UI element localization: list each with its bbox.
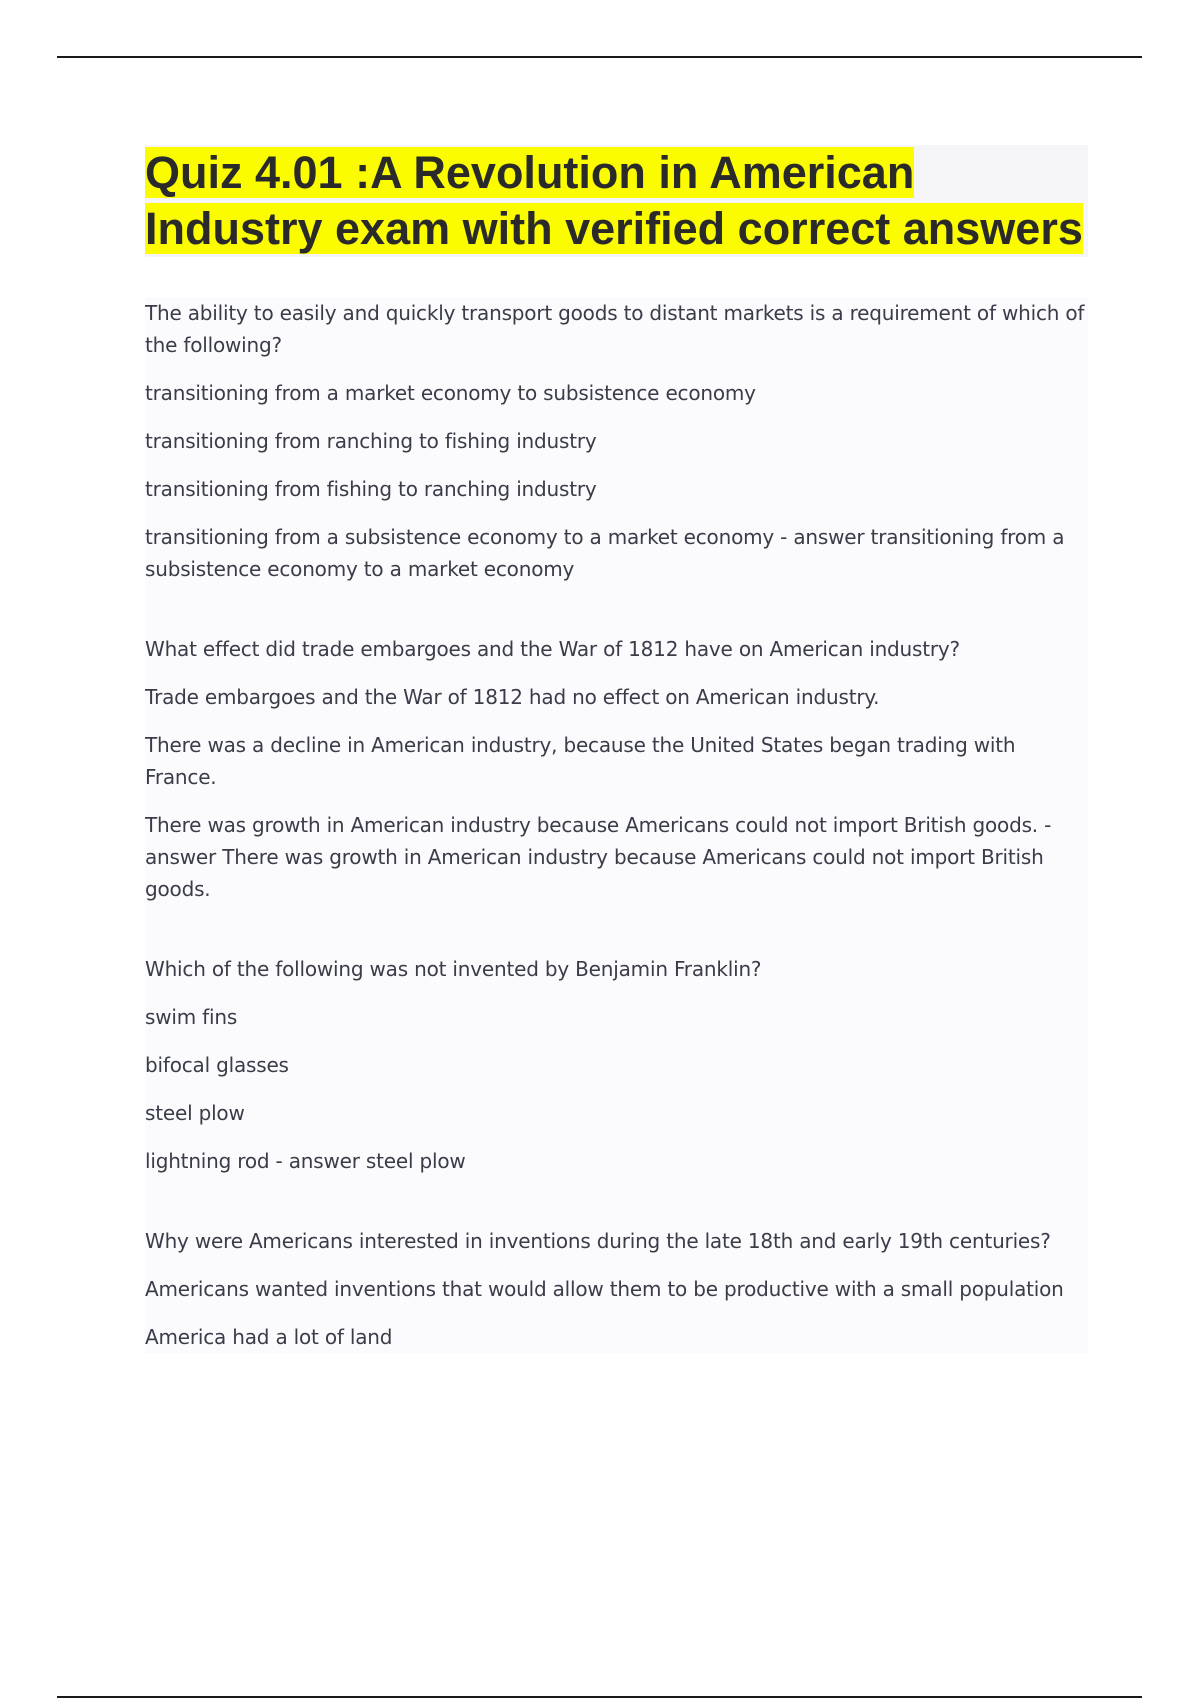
- question-block: [145, 1225, 1088, 1353]
- answer-option: swim fins: [145, 1005, 238, 1029]
- answer-option: lightning rod - answer steel plow: [145, 1149, 466, 1173]
- answer-option: Trade embargoes and the War of 1812 had no effect on American industry.: [145, 685, 880, 709]
- question-block: [145, 953, 1088, 1177]
- bottom-rule: [57, 1696, 1142, 1698]
- answer-option: transitioning from a market economy to subsistence economy: [145, 381, 756, 405]
- question-text: The ability to easily and quickly transport goods to distant markets is a requirement of which of the following?: [145, 301, 1085, 357]
- question-text: What effect did trade embargoes and the War of 1812 have on American industry?: [145, 637, 960, 661]
- answer-option: There was growth in American industry because Americans could not import British goods. - answer There was growth in American industry because Americans could not import British goods.: [145, 813, 1052, 901]
- question-list: [145, 297, 1088, 1353]
- answer-option: bifocal glasses: [145, 1053, 289, 1077]
- answer-option: There was a decline in American industry, because the United States began trading with France.: [145, 733, 1016, 789]
- page-content: [145, 145, 1088, 1401]
- answer-option: transitioning from ranching to fishing industry: [145, 429, 597, 453]
- top-rule: [57, 56, 1142, 58]
- answer-option: transitioning from a subsistence economy to a market economy - answer transitioning from a subsistence economy to a market economy: [145, 525, 1065, 581]
- title-highlight: Quiz 4.01 :A Revolution in American Industry exam with verified correct answers: [145, 147, 1083, 254]
- answer-option: steel plow: [145, 1101, 245, 1125]
- answer-option: America had a lot of land: [145, 1325, 393, 1349]
- question-text: Which of the following was not invented by Benjamin Franklin?: [145, 957, 762, 981]
- question-text: Why were Americans interested in inventions during the late 18th and early 19th centuries?: [145, 1229, 1051, 1253]
- answer-option: transitioning from fishing to ranching industry: [145, 477, 597, 501]
- title-block: [145, 145, 1088, 257]
- question-block: [145, 297, 1088, 585]
- question-block: [145, 633, 1088, 905]
- document-title: [145, 145, 1088, 257]
- answer-option: Americans wanted inventions that would allow them to be productive with a small population: [145, 1277, 1064, 1301]
